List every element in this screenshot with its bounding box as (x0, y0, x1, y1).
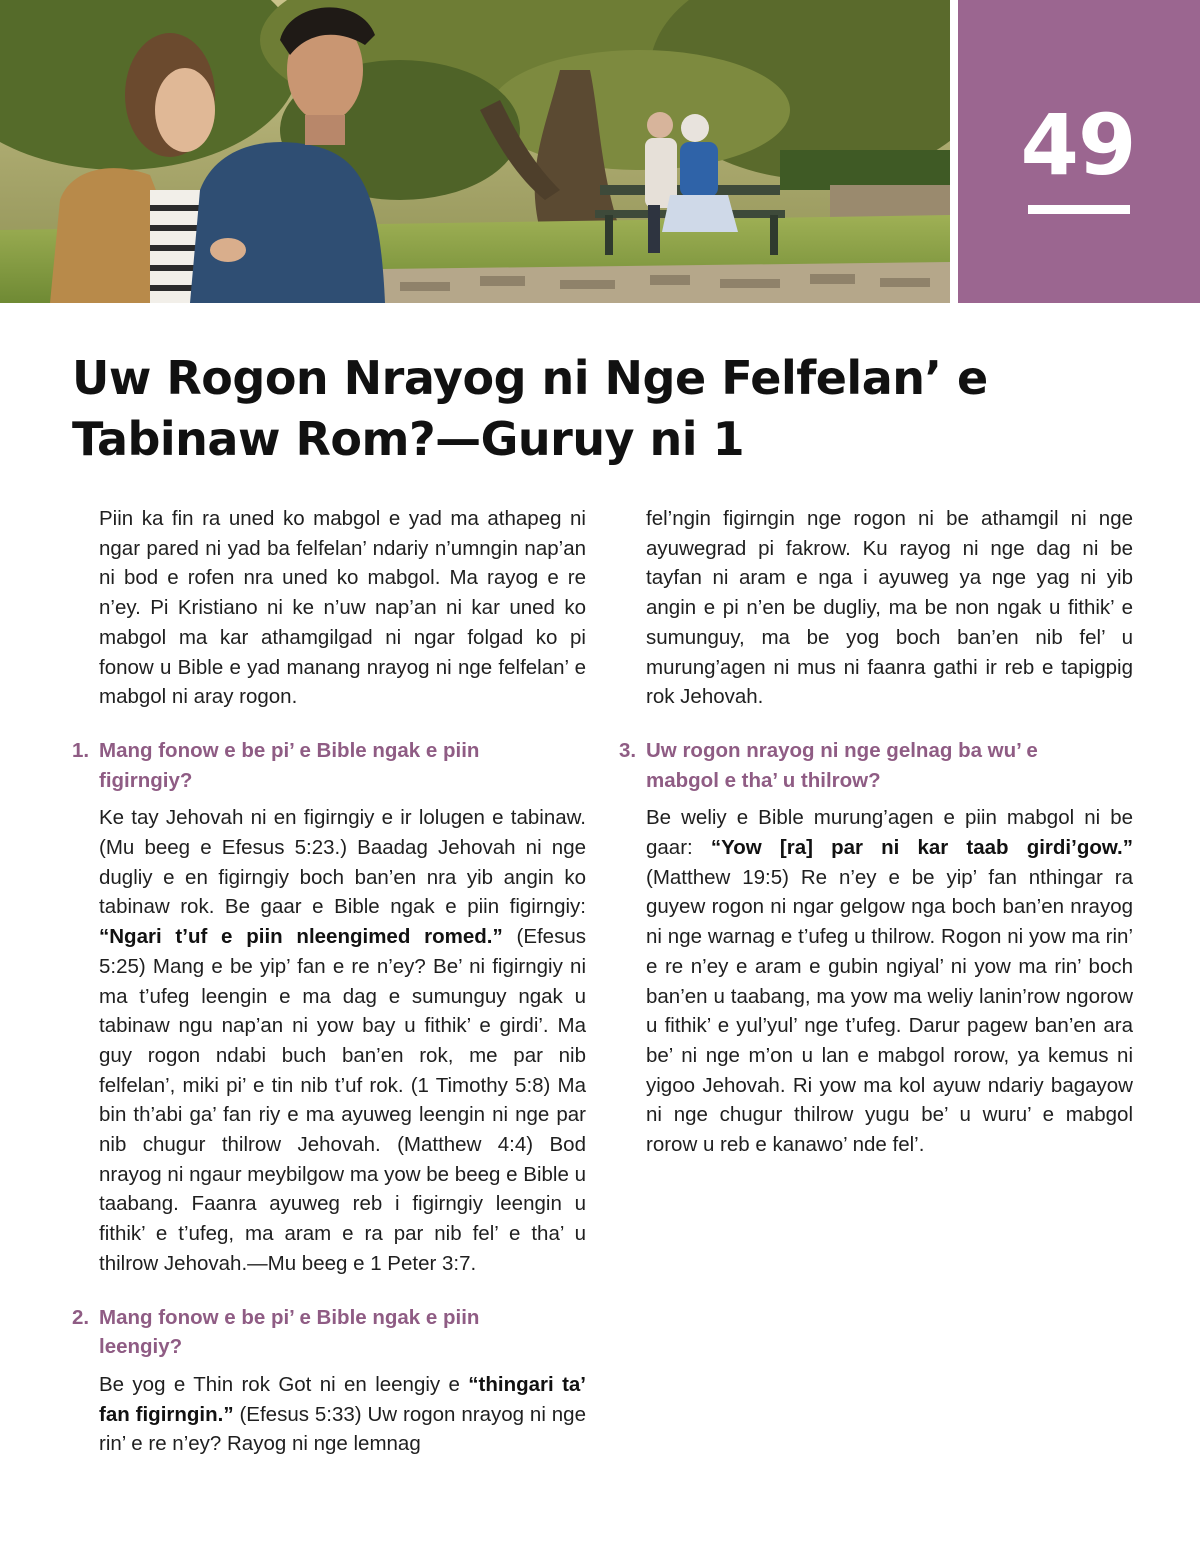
answer-3-text-b: (Matthew 19:5) Re n’ey e be yip’ fan nthingar ra guyew rogon ni ngar gelgow nga boch ban’en nrayog ni nge warnag e t’ufeg u thilrow. Rogon ni yow ma rin’ e re n’ey e aram e gubin ngiyal’ ni yow ma rin’ boch ban’en u taabang, ma yow ma weliy lanin’row ngorow u fithik’ e yul’yul’ nge t’ufeg. Darur pagew ban’en ara be’ ni nge m’on u lan e mabgol rorow, ya kemus ni yigoo Jehovah. Ri yow ma kol ayuw ndariy bagayow ni nge chugur thilrow yugu be’ u wuru’ e mabgol rorow u reb e kanawo’ nde fel’. (646, 865, 1133, 1157)
answer-2-text-b: (Efesus 5:33) Uw rogon nrayog ni nge rin’ e re n’ey? Rayog ni nge lemnag (99, 1402, 586, 1456)
question-2-number: 2. (72, 1305, 90, 1329)
badge-underline (1028, 205, 1130, 214)
couple-park-photo (0, 0, 950, 303)
question-3-number: 3. (619, 738, 637, 762)
title-line-2: Tabinaw Rom?—Guruy ni 1 (72, 412, 745, 466)
answer-3-text-a: Be weliy e Bible murung’agen e piin mabgol ni be gaar: (646, 806, 1133, 860)
right-column (619, 504, 1133, 1160)
intro-paragraph: Piin ka fin ra uned ko mabgol e yad ma athapeg ni ngar pared ni yad ba felfelan’ ndariy n’umngin nap’an ni bod e rofen nra uned ko mabgol. Ma rayog e re n’ey. Pi Kristiano ni ke n’uw nap’an ni kar uned ko mabgol ma kar athamgilgad ni ngar folgad ko pi fonow u Bible e yad manang nrayog ni nge felfelan’ e mabgol ni aray rogon. (99, 507, 586, 709)
answer-3-scripture-quote: “Yow [ra] par ni kar taab girdi’gow.” (710, 836, 1133, 860)
answer-2-paragraph (99, 1370, 586, 1459)
page-title (72, 348, 1072, 470)
title-line-1: Uw Rogon Nrayog ni Nge Felfelan’ e (72, 351, 988, 405)
answer-2-continued: fel’ngin figirngin nge rogon ni be athamgil ni nge ayuwegrad pi fakrow. Ku rayog ni nge dag ni be tayfan ni aram e nga i ayuweg ya nge yag ni yib angin e pi n’en be dugliy, ma be non ngak u fithik’ e sumunguy, ma be yog boch ban’en nib fel’ u murung’agen ni mus ni faanra gathi ir reb e tapigpig rok Jehovah. (646, 507, 1133, 709)
answer-2-scripture-quote: “thingari ta’ fan figirngin.” (99, 1372, 586, 1426)
answer-2-text-a: Be yog e Thin rok Got ni en leengiy e (99, 1372, 469, 1396)
lesson-number-badge (958, 0, 1200, 303)
answer-1-text-b: (Efesus 5:25) Mang e be yip’ fan e re n’ey? Be’ ni figirngiy ni ma t’ufeg leengin e ma dag e sumunguy ngak u tabinaw ngu nap’an ni yow bay u fithik’ e girdi’. Ma guy rogon ndabi buch ban’en rok, me par nib felfelan’, miki pi’ e tin nib t’uf rok. (1 Timothy 5:8) Ma bin th’abi ga’ fan riy e ma ayuweg leengin ni nge par nib chugur thilrow Jehovah. (Matthew 4:4) Bod nrayog ni ngaur meybilgow ma yow be beeg e Bible u taabang. Faanra ayuweg reb i figirngiy leengin u fithik’ e t’ufeg, ma aram e ra par nib fel’ e tha’ u thilrow Jehovah.—Mu beeg e 1 Peter 3:7. (99, 925, 586, 1275)
answer-1-scripture-quote: “Ngari t’uf e piin nleengimed romed.” (99, 925, 503, 949)
question-2-heading (72, 1303, 586, 1362)
left-column (72, 504, 586, 1459)
question-1-text: Mang fonow e be pi’ e Bible ngak e piin figirngiy? (99, 738, 480, 792)
question-1-heading (72, 736, 586, 795)
answer-3-paragraph (646, 803, 1133, 1159)
question-1-number: 1. (72, 738, 90, 762)
lesson-number: 49 (1020, 96, 1136, 194)
question-3-heading (619, 736, 1133, 795)
answer-1-text-a: Ke tay Jehovah ni en figirngiy e ir lolugen e tabinaw. (Mu beeg e Efesus 5:23.) Baadag Jehovah ni nge dugliy e en figirngiy boch ban’en nra yib angin ko tabinaw rok. Be gaar e Bible ngak e piin figirngiy: (99, 806, 586, 919)
question-3-text: Uw rogon nrayog ni nge gelnag ba wu’ e mabgol e tha’ u thilrow? (646, 738, 1038, 792)
answer-1-paragraph (99, 803, 586, 1278)
question-2-text: Mang fonow e be pi’ e Bible ngak e piin leengiy? (99, 1305, 480, 1359)
